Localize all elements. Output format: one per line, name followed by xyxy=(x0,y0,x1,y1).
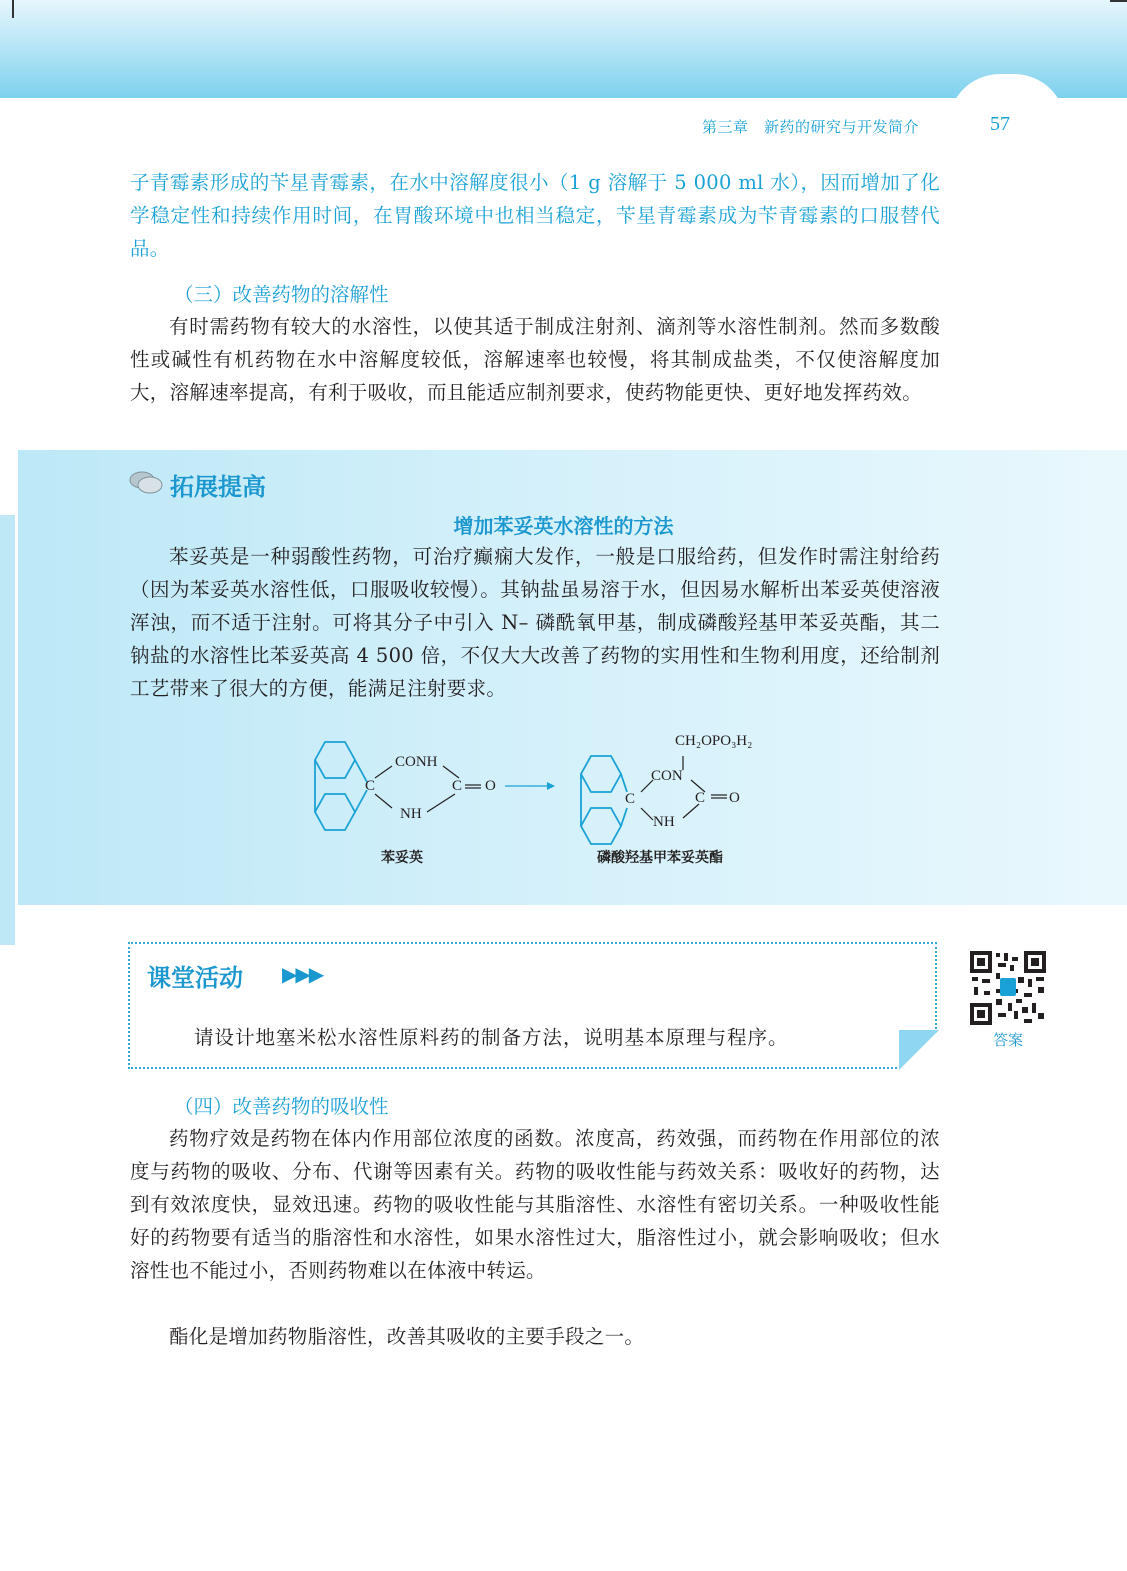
intro-paragraph: 子青霉素形成的苄星青霉素，在水中溶解度很小（1 g 溶解于 5 000 ml 水），因而增加了化学稳定性和持续作用时间，在胃酸环境中也相当稳定，苄星青霉素成为苄青霉素的口服替代品。 xyxy=(130,171,940,260)
reaction-diagram xyxy=(295,726,795,876)
left-edge-tab xyxy=(0,515,15,945)
label-c-carbonyl-left: C xyxy=(452,778,463,794)
extension-subtitle: 增加苯妥英水溶性的方法 xyxy=(453,514,674,538)
section4-conclusion: 酯化是增加药物脂溶性，改善其吸收的主要手段之一。 xyxy=(169,1325,645,1348)
section4-body: 药物疗效是药物在体内作用部位浓度的函数。浓度高，药效强，而药物在作用部位的浓度与药物的吸收、分布、代谢等因素有关。药物的吸收性能与药效关系：吸收好的药物，达到有效浓度快，显效迅速。药物的吸收性能与其脂溶性、水溶性有密切关系。一种吸收性能好的药物要有适当的脂溶性和水溶性，如果水溶性过大，脂溶性过小，就会影响吸收；但水溶性也不能过小，否则药物难以在体液中转运。 xyxy=(130,1127,940,1282)
triple-arrow-icon: ▶▶▶ xyxy=(282,962,323,986)
label-c-center-left: C xyxy=(365,778,376,794)
pill-icon xyxy=(128,468,164,496)
extension-body: 苯妥英是一种弱酸性药物，可治疗癫痫大发作，一般是口服给药，但发作时需注射给药（因为苯妥英水溶性低，口服吸收较慢）。其钠盐虽易溶于水，但因易水解析出苯妥英使溶液浑浊，而不适于注射。可将其分子中引入 N– 磷酰氧甲基，制成磷酸羟基甲苯妥英酯，其二钠盐的水溶性比苯妥英高 4 500 倍，不仅大大改善了药物的实用性和生物利用度，还给制剂工艺带来了很大的方便，能满足注射要求。 xyxy=(130,545,940,700)
section3-body: 有时需药物有较大的水溶性，以使其适于制成注射剂、滴剂等水溶性制剂。然而多数酸性或碱性有机药物在水中溶解度较低，溶解速率也较慢，将其制成盐类，不仅使溶解度加大，溶解速率提高，有利于吸收，而且能适应制剂要求，使药物能更快、更好地发挥药效。 xyxy=(130,315,940,404)
activity-text: 请设计地塞米松水溶性原料药的制备方法，说明基本原理与程序。 xyxy=(194,1026,789,1049)
section4-heading: （四）改善药物的吸收性 xyxy=(174,1095,389,1118)
crop-mark-right xyxy=(1110,0,1127,2)
label-o-right: O xyxy=(729,790,740,806)
activity-title: 课堂活动 xyxy=(147,963,243,992)
label-con: CON xyxy=(651,768,683,784)
page-number: 57 xyxy=(990,113,1010,135)
label-c-carbonyl-right: C xyxy=(695,790,706,806)
label-c-center-right: C xyxy=(625,791,636,807)
label-nh-right: NH xyxy=(653,814,675,830)
compound-name-right: 磷酸羟基甲苯妥英酯 xyxy=(597,850,723,866)
compound-name-left: 苯妥英 xyxy=(381,850,423,866)
label-ch2opo3h2: CH₂OPO₃H₂ xyxy=(675,733,753,749)
label-o-left: O xyxy=(485,778,496,794)
section3-heading: （三）改善药物的溶解性 xyxy=(174,283,389,306)
label-nh-left: NH xyxy=(400,806,422,822)
extension-title: 拓展提高 xyxy=(170,472,266,501)
label-conh: CONH xyxy=(395,754,438,770)
corner-triangle-icon xyxy=(899,1030,939,1070)
running-head: 第三章 新药的研究与开发简介 xyxy=(702,118,920,136)
qr-answer-label[interactable]: 答案 xyxy=(992,1031,1023,1049)
header-band xyxy=(0,0,1127,98)
qr-code-icon[interactable] xyxy=(968,949,1048,1027)
crop-mark-left xyxy=(12,0,14,18)
